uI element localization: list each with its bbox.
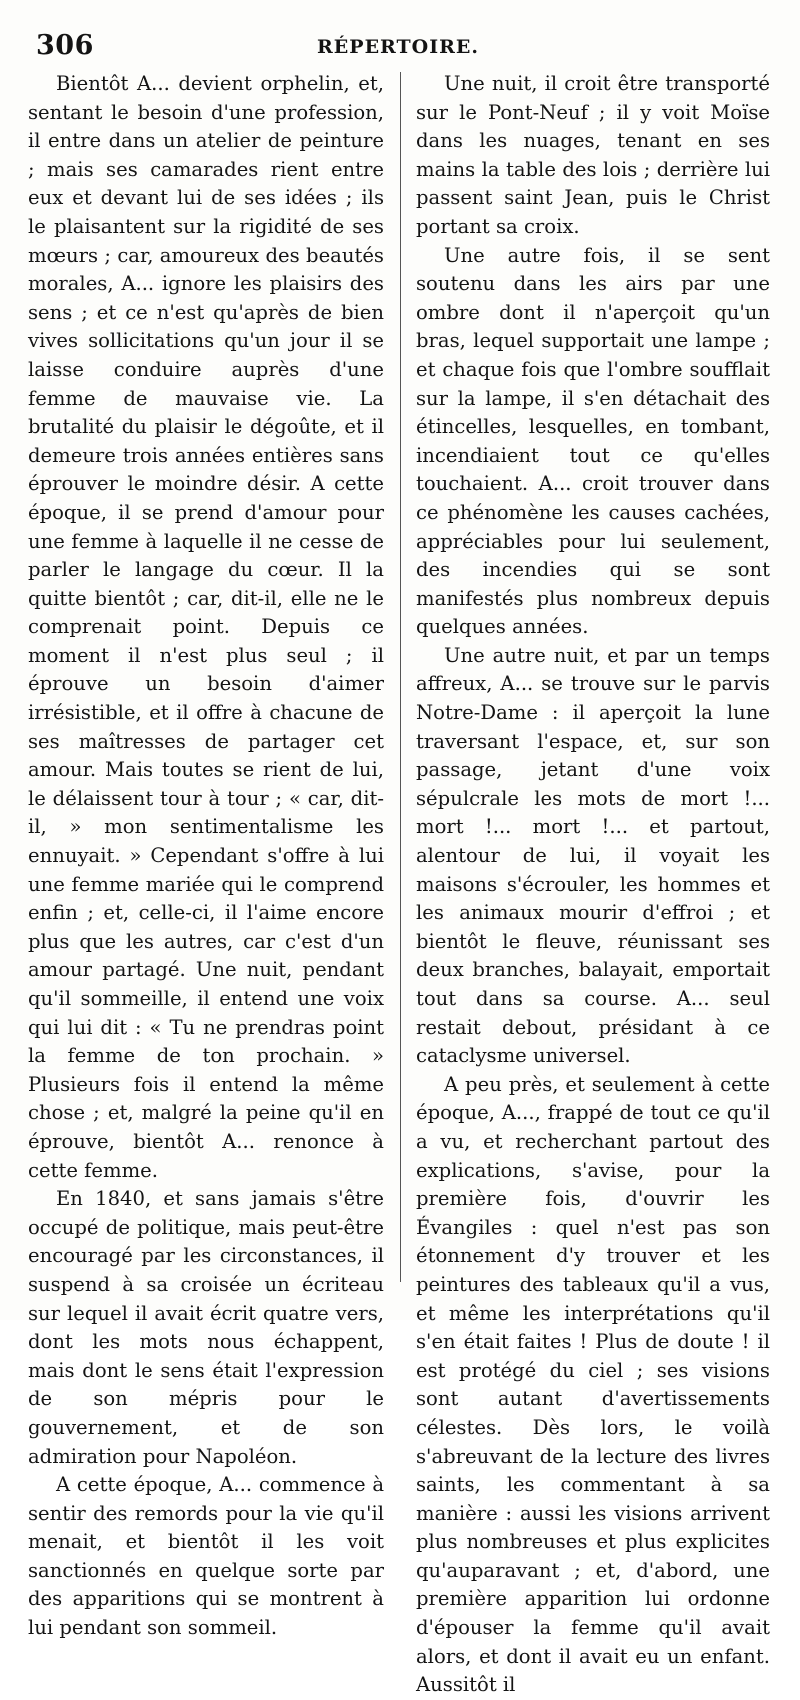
paragraph: Une autre fois, il se sent soutenu dans les airs par une ombre dont il n'aperçoit qu'un bras, lequel supportait une lampe ; et chaque fois que l'ombre soufflait sur la lampe, il s'en détachait des étincelles, lesquelles, en tombant, incendiaient tout ce qu'elles touchaient. A... croit trouver dans ce phénomène les causes cachées, appréciables pour lui seulement, des incendies qui se sont manifestés plus nombreux depuis quelques années. xyxy=(416,243,770,639)
right-column xyxy=(416,70,770,1700)
page-header xyxy=(36,30,760,70)
paragraph: Une nuit, il croit être transporté sur le Pont-Neuf ; il y voit Moïse dans les nuages, tenant en ses mains la table des lois ; derrière lui passent saint Jean, puis le Christ portant sa croix. xyxy=(416,72,770,238)
column-divider xyxy=(400,72,401,1282)
paragraph: A cette époque, A... commence à sentir des remords pour la vie qu'il menait, et bientôt il les voit sanctionnés en quelque sorte par des apparitions qui se montrent à lui pendant son sommeil. xyxy=(28,1473,384,1640)
page-number: 306 xyxy=(36,30,94,61)
left-column xyxy=(28,70,384,1643)
running-head: RÉPERTOIRE. xyxy=(317,36,479,58)
paragraph: Une autre nuit, et par un temps affreux, A... se trouve sur le parvis Notre-Dame : il aperçoit la lune traversant l'espace, et, sur son passage, jetant d'une voix sépulcrale les mots de mort !... mort !... mort !... et partout, alentour de lui, il voyait les maisons s'écrouler, les hommes et les animaux mourir d'effroi ; et bientôt le fleuve, réunissant ses deux branches, balayait, emportait tout dans sa course. A... seul restait debout, présidant à ce cataclysme universel. xyxy=(416,643,770,1068)
paragraph: En 1840, et sans jamais s'être occupé de politique, mais peut-être encouragé par les circonstances, il suspend à sa croisée un écriteau sur lequel il avait écrit quatre vers, dont les mots nous échappent, mais dont le sens était l'expression de son mépris pour le gouvernement, et de son admiration pour Napoléon. xyxy=(28,1187,384,1468)
paragraph: Bientôt A... devient orphelin, et, sentant le besoin d'une profession, il entre dans un atelier de peinture ; mais ses camarades rient entre eux et devant lui de ses idées ; ils le plaisantent sur la rigidité de ses mœurs ; car, amoureux des beautés morales, A... ignore les plaisirs des sens ; et ce n'est qu'après de bien vives sollicitations qu'un jour il se laisse conduire auprès d'une femme de mauvaise vie. La brutalité du plaisir le dégoûte, et il demeure trois années entières sans éprouver le moindre désir. A cette époque, il se prend d'amour pour une femme à laquelle il ne cesse de parler le langage du cœur. Il la quitte bientôt ; car, dit-il, elle ne le comprenait point. Depuis ce moment il n'est plus seul ; il éprouve un besoin d'aimer irrésistible, et il offre à chacune de ses maîtresses de partager cet amour. Mais toutes se rient de lui, le délaissent tour à tour ; « car, dit-il, » mon sentimentalisme les ennuyait. » Cependant s'offre à lui une femme mariée qui le comprend enfin ; et, celle-ci, il l'aime encore plus que les autres, car c'est d'un amour partagé. Une nuit, pendant qu'il sommeille, il entend une voix qui lui dit : « Tu ne prendras point la femme de ton prochain. » Plusieurs fois il entend la même chose ; et, malgré la peine qu'il en éprouve, bientôt A... renonce à cette femme. xyxy=(28,72,384,1182)
paragraph: A peu près, et seulement à cette époque, A..., frappé de tout ce qu'il a vu, et recherchant partout des explications, s'avise, pour la première fois, d'ouvrir les Évangiles : quel n'est pas son étonnement d'y trouver et les peintures des tableaux qu'il a vus, et même les interprétations qu'il s'en était faites ! Plus de doute ! il est protégé du ciel ; ses visions sont autant d'avertissements célestes. Dès lors, le voilà s'abreuvant de la lecture des livres saints, les commentant à sa manière : aussi les visions arrivent plus nombreuses et plus explicites qu'auparavant ; et, d'abord, une première apparition lui ordonne d'épouser la femme qu'il avait alors, et dont il avait eu un enfant. Aussitôt il xyxy=(416,1072,770,1697)
